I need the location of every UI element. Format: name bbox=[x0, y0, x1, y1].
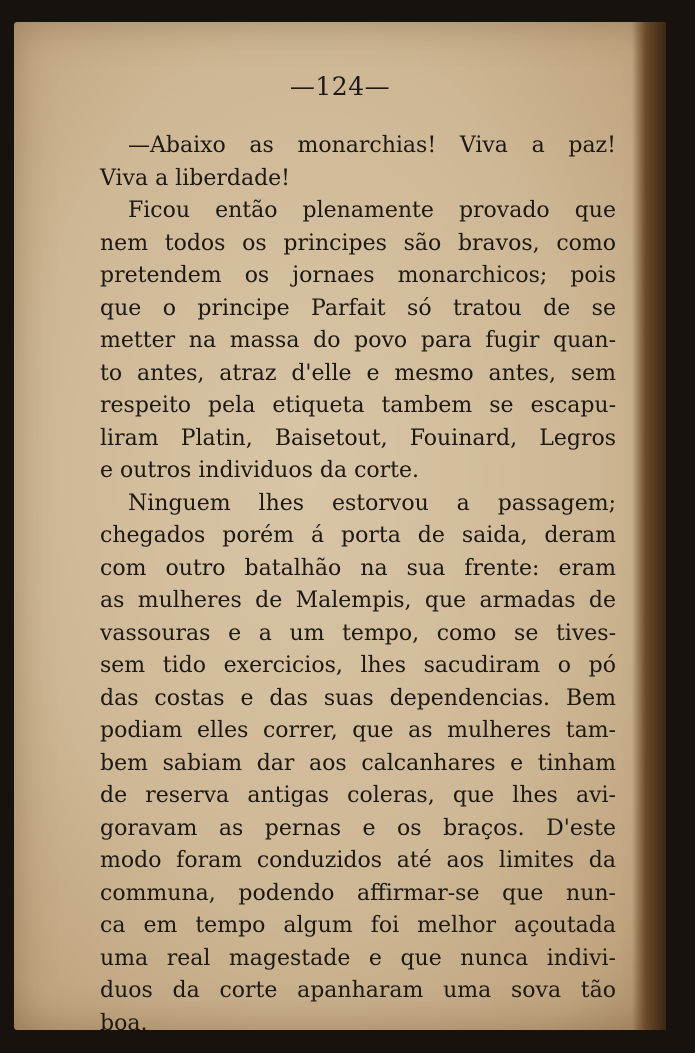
text-line: boa. bbox=[100, 1010, 148, 1036]
text-line: respeito pela etiqueta tambem se escapu- bbox=[100, 393, 616, 418]
text-line: communa, podendo affirmar-se que nun- bbox=[100, 880, 616, 906]
text-line: goravam as pernas e os braços. D'este bbox=[100, 815, 616, 841]
text-line: das costas e das suas dependencias. Bem bbox=[100, 685, 616, 711]
text-line: liram Platin, Baisetout, Fouinard, Legros bbox=[100, 425, 616, 451]
text-line: Viva a liberdade! bbox=[100, 165, 291, 191]
page-number: —124— bbox=[289, 72, 391, 101]
book-page bbox=[14, 22, 666, 1036]
text-line: uma real magestade e que nunca indivi- bbox=[100, 945, 616, 971]
text-line: ca em tempo algum foi melhor açoutada bbox=[100, 913, 616, 938]
text-line: e outros individuos da corte. bbox=[100, 458, 420, 483]
text-line: vassouras e a um tempo, como se tives- bbox=[100, 620, 616, 646]
text-line: nem todos os principes são bravos, como bbox=[100, 230, 616, 256]
text-line: chegados porém á porta de saida, deram bbox=[100, 523, 616, 548]
text-line: de reserva antigas coleras, que lhes avi- bbox=[100, 783, 616, 808]
text-line: pretendem os jornaes monarchicos; pois bbox=[100, 263, 616, 288]
text-line: com outro batalhão na sua frente: eram bbox=[100, 555, 616, 581]
text-line: as mulheres de Malempis, que armadas de bbox=[100, 588, 616, 613]
text-line: to antes, atraz d'elle e mesmo antes, sem bbox=[100, 360, 616, 386]
text-line: podiam elles correr, que as mulheres tam- bbox=[100, 718, 616, 743]
text-line: Ficou então plenamente provado que bbox=[128, 198, 616, 223]
text-line: duos da corte apanharam uma sova tão bbox=[100, 978, 616, 1003]
page-edge-shadow bbox=[632, 22, 666, 1030]
text-line: que o principe Parfait só tratou de se bbox=[100, 295, 616, 321]
text-line: metter na massa do povo para fugir quan- bbox=[100, 328, 616, 353]
text-line: modo foram conduzidos até aos limites da bbox=[100, 848, 616, 873]
text-line: —Abaixo as monarchias! Viva a paz! bbox=[128, 133, 616, 158]
body-text bbox=[100, 130, 616, 1040]
text-line: Ninguem lhes estorvou a passagem; bbox=[128, 490, 616, 516]
text-line: bem sabiam dar aos calcanhares e tinham bbox=[100, 750, 616, 776]
text-line: sem tido exercicios, lhes sacudiram o pó bbox=[100, 653, 616, 678]
